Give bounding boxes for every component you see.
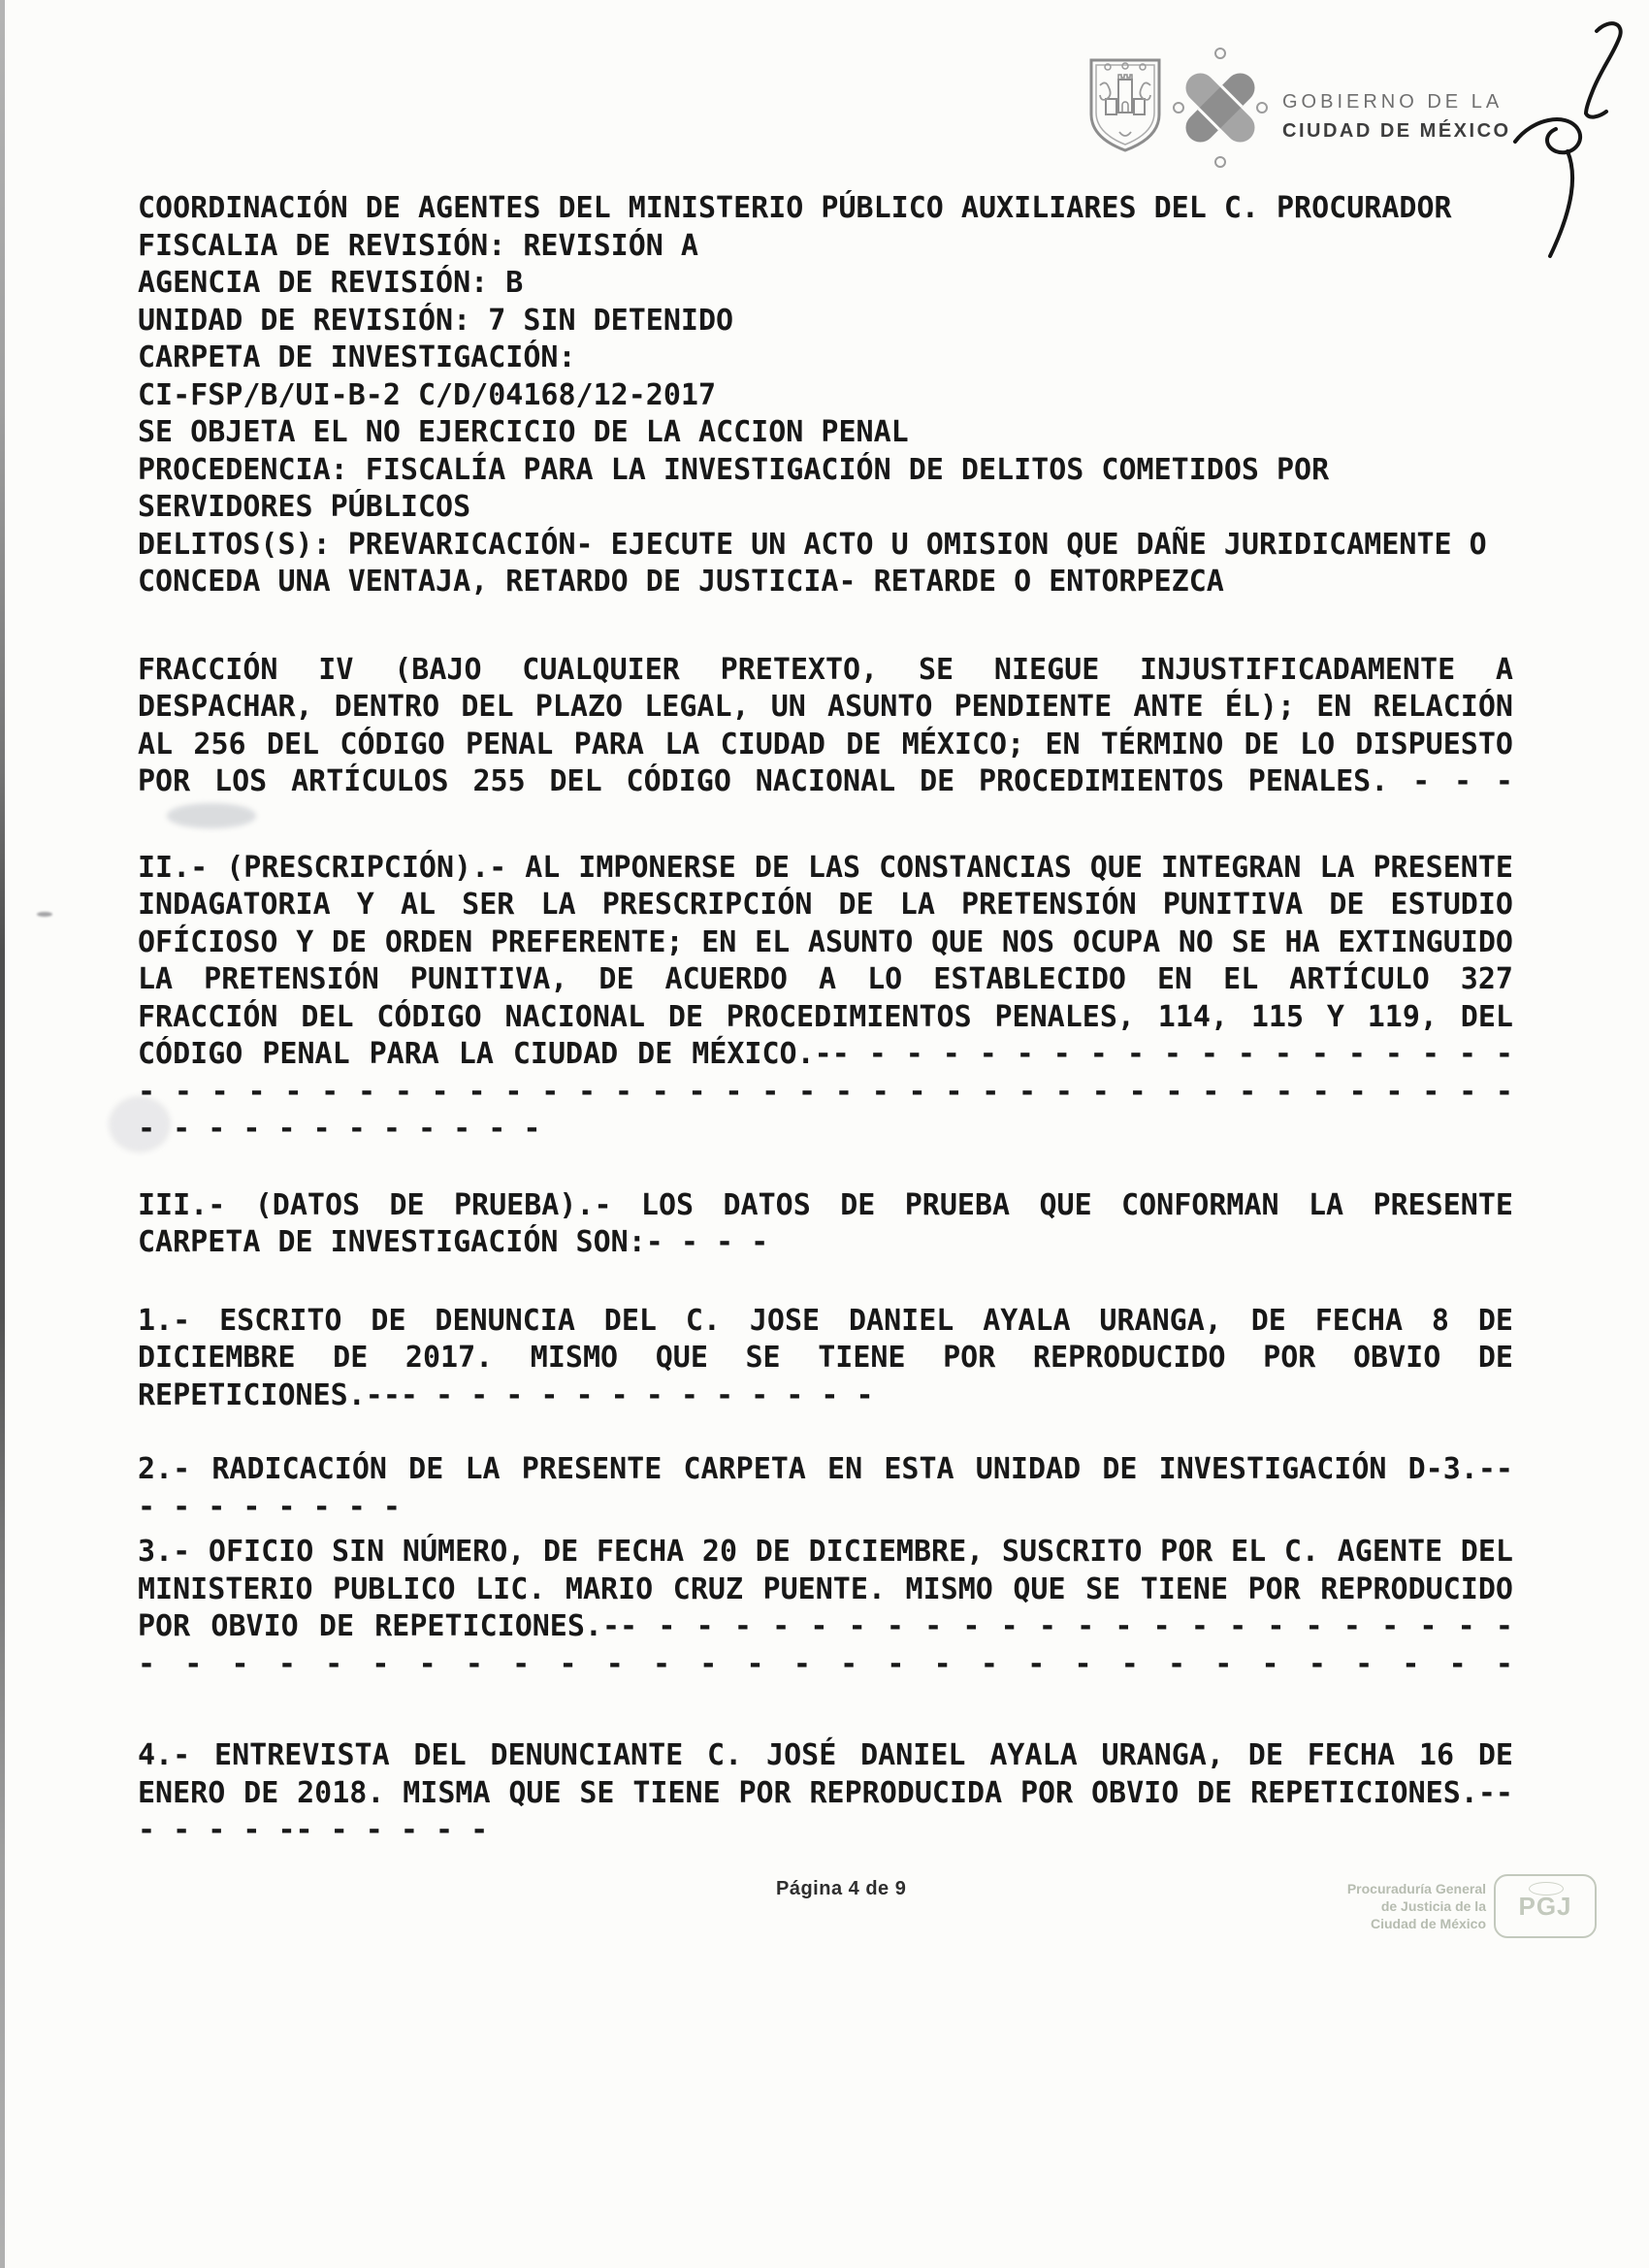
text-line: MINISTERIO PUBLICO LIC. MARIO CRUZ PUENTE. MISMO QUE SE TIENE POR REPRODUCIDO bbox=[138, 1571, 1513, 1606]
text-line: - - - - -- - - - - - bbox=[138, 1813, 489, 1847]
text-line: LA PRETENSIÓN PUNITIVA, DE ACUERDO A LO ESTABLECIDO EN EL ARTÍCULO 327 bbox=[138, 962, 1513, 996]
text-line: INDAGATORIA Y AL SER LA PRESCRIPCIÓN DE LA PRETENSIÓN PUNITIVA DE ESTUDIO bbox=[138, 888, 1513, 922]
scan-smudge bbox=[37, 912, 52, 917]
text-line: 1.- ESCRITO DE DENUNCIA DEL C. JOSE DANIEL AYALA URANGA, DE FECHA 8 DE bbox=[138, 1303, 1513, 1338]
text-line: COORDINACIÓN DE AGENTES DEL MINISTERIO PÚBLICO AUXILIARES DEL C. PROCURADOR bbox=[138, 191, 1452, 225]
text-line: FRACCIÓN IV (BAJO CUALQUIER PRETEXTO, SE NIEGUE INJUSTIFICADAMENTE A bbox=[138, 652, 1513, 687]
text-line: DICIEMBRE DE 2017. MISMO QUE SE TIENE POR REPRODUCIDO POR OBVIO DE bbox=[138, 1341, 1513, 1375]
block-fraccion bbox=[138, 652, 1513, 801]
text-line: CONCEDA UNA VENTAJA, RETARDO DE JUSTICIA- RETARDE O ENTORPEZCA bbox=[138, 565, 1224, 599]
text-line: UNIDAD DE REVISIÓN: 7 SIN DETENIDO bbox=[138, 303, 734, 338]
text-line: CARPETA DE INVESTIGACIÓN SON:- - - - bbox=[138, 1225, 769, 1259]
government-wordmark-line1: GOBIERNO DE LA bbox=[1282, 91, 1504, 113]
government-wordmark-line2: CIUDAD DE MÉXICO bbox=[1282, 120, 1511, 142]
text-line: REPETICIONES.--- - - - - - - - - - - - - - bbox=[138, 1377, 874, 1412]
text-line: FRACCIÓN DEL CÓDIGO NACIONAL DE PROCEDIMIENTOS PENALES, 114, 115 Y 119, DEL bbox=[138, 999, 1513, 1034]
text-line: OFÍCIOSO Y DE ORDEN PREFERENTE; EN EL ASUNTO QUE NOS OCUPA NO SE HA EXTINGUIDO bbox=[138, 924, 1513, 959]
text-line: POR LOS ARTÍCULOS 255 DEL CÓDIGO NACIONAL DE PROCEDIMIENTOS PENALES. - - - bbox=[138, 764, 1513, 798]
text-line: CI-FSP/B/UI-B-2 C/D/04168/12-2017 bbox=[138, 377, 717, 412]
text-line: 4.- ENTREVISTA DEL DENUNCIANTE C. JOSÉ DANIEL AYALA URANGA, DE FECHA 16 DE bbox=[138, 1738, 1513, 1772]
stamp-text bbox=[1302, 1880, 1486, 1932]
block-item-4 bbox=[138, 1737, 1513, 1850]
block-item-3 bbox=[138, 1534, 1513, 1683]
text-line: PROCEDENCIA: FISCALÍA PARA LA INVESTIGACIÓN DE DELITOS COMETIDOS POR bbox=[138, 452, 1330, 487]
text-line: DELITOS(S): PREVARICACIÓN- EJECUTE UN ACTO U OMISION QUE DAÑE JURIDICAMENTE O bbox=[138, 527, 1487, 562]
text-line: III.- (DATOS DE PRUEBA).- LOS DATOS DE PRUEBA QUE CONFORMAN LA PRESENTE bbox=[138, 1187, 1513, 1222]
block-datos-de-prueba bbox=[138, 1187, 1513, 1262]
stamp-text-line: Ciudad de México bbox=[1370, 1916, 1486, 1931]
text-line: DESPACHAR, DENTRO DEL PLAZO LEGAL, UN ASUNTO PENDIENTE ANTE ÉL); EN RELACIÓN bbox=[138, 690, 1513, 724]
cdmx-x-logo-icon bbox=[1170, 45, 1271, 171]
block-header bbox=[138, 190, 1513, 601]
text-line: 2.- RADICACIÓN DE LA PRESENTE CARPETA EN ESTA UNIDAD DE INVESTIGACIÓN D-3.-- bbox=[138, 1452, 1513, 1486]
government-wordmark bbox=[1282, 91, 1511, 143]
text-line: SERVIDORES PÚBLICOS bbox=[138, 490, 471, 524]
stamp-text-line: de Justicia de la bbox=[1380, 1898, 1486, 1914]
text-line: FISCALIA DE REVISIÓN: REVISIÓN A bbox=[138, 228, 698, 263]
block-item-2 bbox=[138, 1451, 1513, 1526]
page-number: Página 4 de 9 bbox=[776, 1878, 907, 1899]
city-coat-of-arms-icon bbox=[1086, 54, 1164, 155]
text-line: CÓDIGO PENAL PARA LA CIUDAD DE MÉXICO.-- - - - - - - - - - - - - - - - - - - bbox=[138, 1037, 1513, 1071]
text-line: - - - - - - - - bbox=[138, 1489, 401, 1524]
pgj-stamp-logo-text: PGJ bbox=[1518, 1891, 1572, 1921]
text-line: CARPETA DE INVESTIGACIÓN: bbox=[138, 340, 576, 374]
text-line: POR OBVIO DE REPETICIONES.-- - - - - - - - - - - - - - - - - - - - - - - - bbox=[138, 1609, 1513, 1643]
text-line: ENERO DE 2018. MISMA QUE SE TIENE POR REPRODUCIDA POR OBVIO DE REPETICIONES.-- bbox=[138, 1775, 1513, 1810]
text-line: II.- (PRESCRIPCIÓN).- AL IMPONERSE DE LAS CONSTANCIAS QUE INTEGRAN LA PRESENTE bbox=[138, 850, 1513, 885]
text-line: - - - - - - - - - - - - bbox=[138, 1112, 541, 1146]
block-item-1 bbox=[138, 1303, 1513, 1415]
text-line: 3.- OFICIO SIN NÚMERO, DE FECHA 20 DE DICIEMBRE, SUSCRITO POR EL C. AGENTE DEL bbox=[138, 1535, 1513, 1569]
stamp-text-line: Procuraduría General bbox=[1346, 1881, 1486, 1896]
pgj-stamp-logo bbox=[1494, 1874, 1597, 1938]
text-line: SE OBJETA EL NO EJERCICIO DE LA ACCION PENAL bbox=[138, 415, 909, 449]
text-line: AL 256 DEL CÓDIGO PENAL PARA LA CIUDAD DE MÉXICO; EN TÉRMINO DE LO DISPUESTO bbox=[138, 727, 1513, 761]
text-line: - - - - - - - - - - - - - - - - - - - - - - - - - - - - - - - - - - - - - - bbox=[138, 1074, 1513, 1109]
document-body bbox=[138, 190, 1513, 1850]
scan-edge-artifact bbox=[0, 0, 5, 2268]
text-line: AGENCIA DE REVISIÓN: B bbox=[138, 266, 524, 300]
block-prescripcion bbox=[138, 850, 1513, 1149]
text-line: - - - - - - - - - - - - - - - - - - - - - - - - - - - - - - bbox=[138, 1646, 1513, 1681]
